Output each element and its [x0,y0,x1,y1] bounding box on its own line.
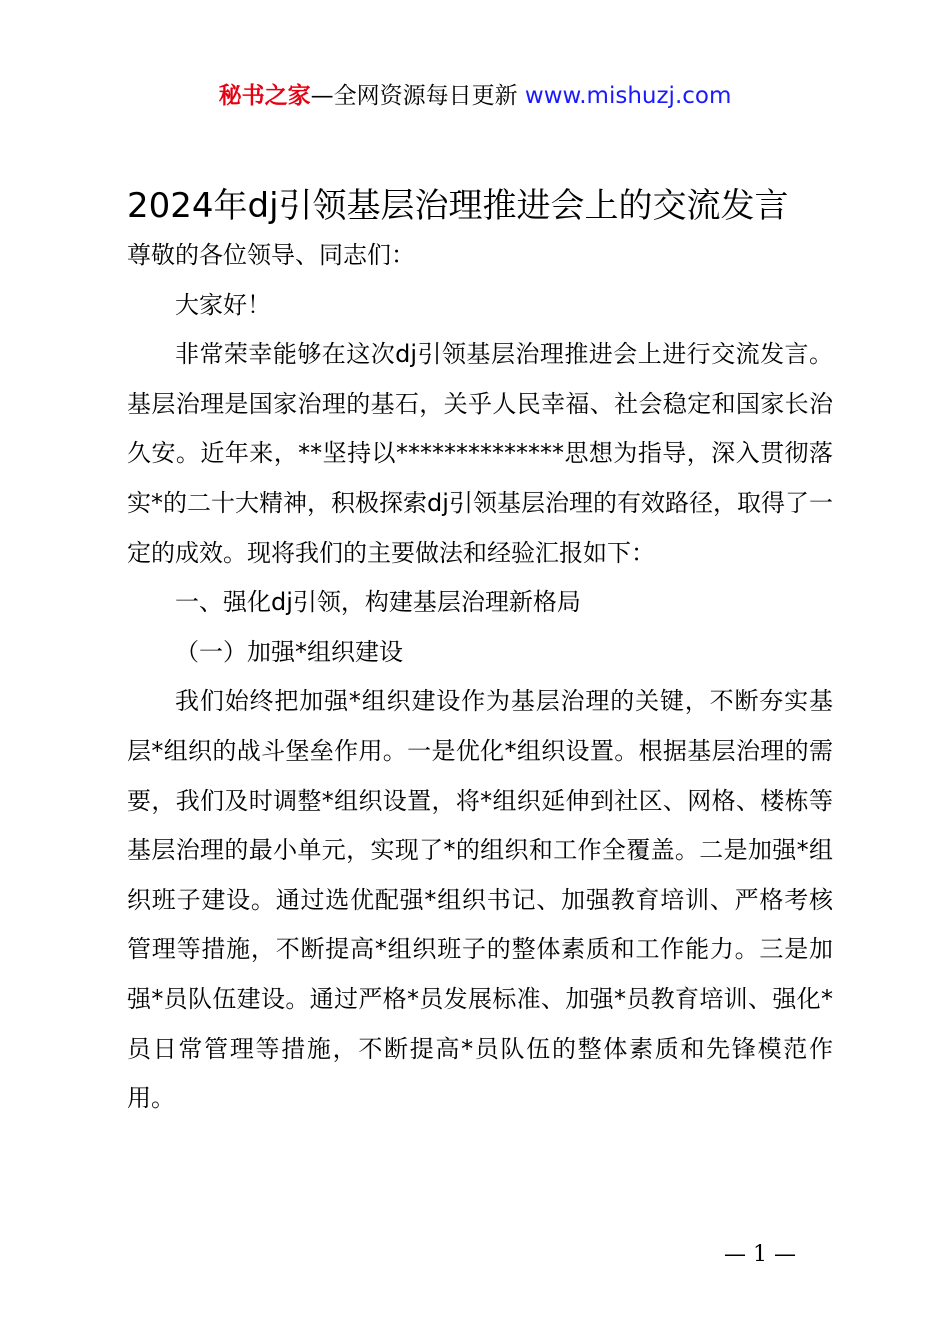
document-title: 2024年dj引领基层治理推进会上的交流发言 [127,186,789,226]
header-tagline: —全网资源每日更新 [310,83,518,109]
page-header [0,80,950,112]
section-body-paragraph: 我们始终把加强*组织建设作为基层治理的关键，不断夯实基层*组织的战斗堡垒作用。一是优化*组织设置。根据基层治理的需要，我们及时调整*组织设置，将*组织延伸到社区、网格、楼栋等基层治理的最小单元，实现了*的组织和工作全覆盖。二是加强*组织班子建设。通过选优配强*组织书记、加强教育培训、严格考核管理等措施，不断提高*组织班子的整体素质和工作能力。三是加强*员队伍建设。通过严格*员发展标准、加强*员教育培训、强化*员日常管理等措施，不断提高*员队伍的整体素质和先锋模范作用。 [127,687,833,1113]
site-url-link[interactable]: www.mishuzj.com [524,83,732,109]
subsection-heading: （一）加强*组织建设 [175,637,403,666]
brand-name: 秘书之家 [218,83,311,109]
greeting: 大家好！ [175,290,271,319]
intro-paragraph: 非常荣幸能够在这次dj引领基层治理推进会上进行交流发言。基层治理是国家治理的基石，关乎人民幸福、社会稳定和国家长治久安。近年来，**坚持以**************思想为指导，深入贯彻落实*的二十大精神，积极探索dj引领基层治理的有效路径，取得了一定的成效。现将我们的主要做法和经验汇报如下： [127,340,833,567]
salutation: 尊敬的各位领导、同志们： [127,241,415,269]
document-body [127,231,833,1124]
section-heading: 一、强化dj引领，构建基层治理新格局 [175,588,581,617]
page-number: — 1 — [724,1242,796,1267]
